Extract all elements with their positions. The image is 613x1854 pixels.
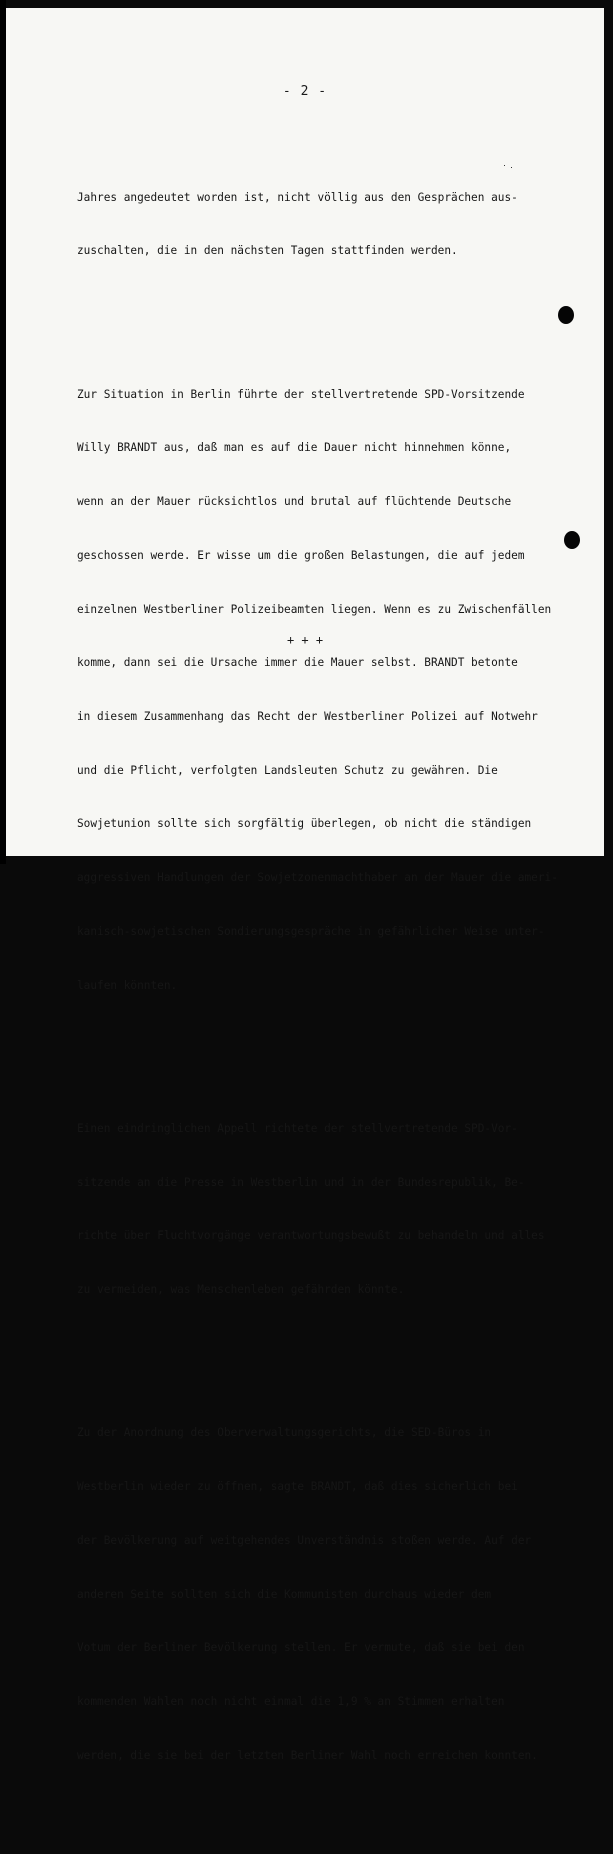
text-line: Sowjetunion sollte sich sorgfältig überlegen, ob nicht die ständigen bbox=[77, 817, 532, 831]
body-text bbox=[77, 117, 587, 1854]
text-line: Einen eindringlichen Appell richtete der stellvertretende SPD-Vor- bbox=[77, 1121, 518, 1135]
text-line: wenn an der Mauer rücksichtlos und brutal auf flüchtende Deutsche bbox=[77, 495, 512, 509]
punch-hole bbox=[564, 531, 580, 549]
text-line: sitzende an die Presse in Westberlin und in der Bundesrepublik, Be- bbox=[77, 1175, 525, 1189]
text-line: zu vermeiden, was Menschenleben gefährden könnte. bbox=[77, 1283, 405, 1297]
text-line: Zu der Anordnung des Oberverwaltungsgerichts, die SED-Büros in bbox=[77, 1426, 492, 1440]
scan-speck bbox=[504, 165, 505, 166]
text-line: Votum der Berliner Bevölkerung stellen. Er vermute, daß sie bei den bbox=[77, 1641, 525, 1655]
text-line: richte über Fluchtvorgänge verantwortungsbewußt zu behandeln und alles bbox=[77, 1229, 545, 1243]
paragraph-3 bbox=[77, 1084, 587, 1335]
scan-speck bbox=[511, 167, 512, 168]
end-mark: + + + bbox=[286, 633, 324, 647]
text-line: kommenden Wahlen noch nicht einmal die 1,9 % an Stimmen erhalten bbox=[77, 1695, 505, 1709]
text-line: geschossen werde. Er wisse um die großen Belastungen, die auf jedem bbox=[77, 548, 525, 562]
text-line: laufen könnten. bbox=[77, 978, 178, 992]
paragraph-1 bbox=[77, 153, 587, 296]
text-line: aggressiven Handlungen der Sowjetzonenmachthaber an der Mauer die ameri- bbox=[77, 871, 558, 885]
text-line: anderen Seite sollten sich die Kommunisten durchaus wieder dem bbox=[77, 1587, 492, 1601]
text-line: Zur Situation in Berlin führte der stellvertretende SPD-Vorsitzende bbox=[77, 387, 525, 401]
text-line: der Bevölkerung auf weitgehendes Unverständnis stoßen werde. Auf der bbox=[77, 1533, 532, 1547]
text-line: Westberlin wieder zu öffnen, sagte BRANDT, daß dies sicherlich bei bbox=[77, 1480, 518, 1494]
punch-hole bbox=[558, 306, 574, 324]
text-line: Jahres angedeutet worden ist, nicht völlig aus den Gesprächen aus- bbox=[77, 190, 518, 204]
text-line: einzelnen Westberliner Polizeibeamten liegen. Wenn es zu Zwischenfällen bbox=[77, 602, 552, 616]
text-line: in diesem Zusammenhang das Recht der Westberliner Polizei auf Notwehr bbox=[77, 710, 538, 723]
paragraph-4 bbox=[77, 1389, 587, 1801]
text-line: kanisch-sowjetischen Sondierungsgespräche in gefährlicher Weise unter- bbox=[77, 924, 545, 938]
text-line: werden, die sie bei der letzten Berliner Wahl noch erreichen konnten. bbox=[77, 1748, 538, 1762]
document-page bbox=[6, 8, 604, 1762]
text-line: komme, dann sei die Ursache immer die Mauer selbst. BRANDT betonte bbox=[77, 656, 518, 670]
text-line: und die Pflicht, verfolgten Landsleuten Schutz zu gewähren. Die bbox=[77, 763, 498, 777]
text-line: Willy BRANDT aus, daß man es auf die Dauer nicht hinnehmen könne, bbox=[77, 441, 512, 455]
page-number: - 2 - bbox=[282, 84, 328, 99]
text-line: zuschalten, die in den nächsten Tagen stattfinden werden. bbox=[77, 244, 458, 258]
paragraph-2 bbox=[77, 350, 587, 1030]
